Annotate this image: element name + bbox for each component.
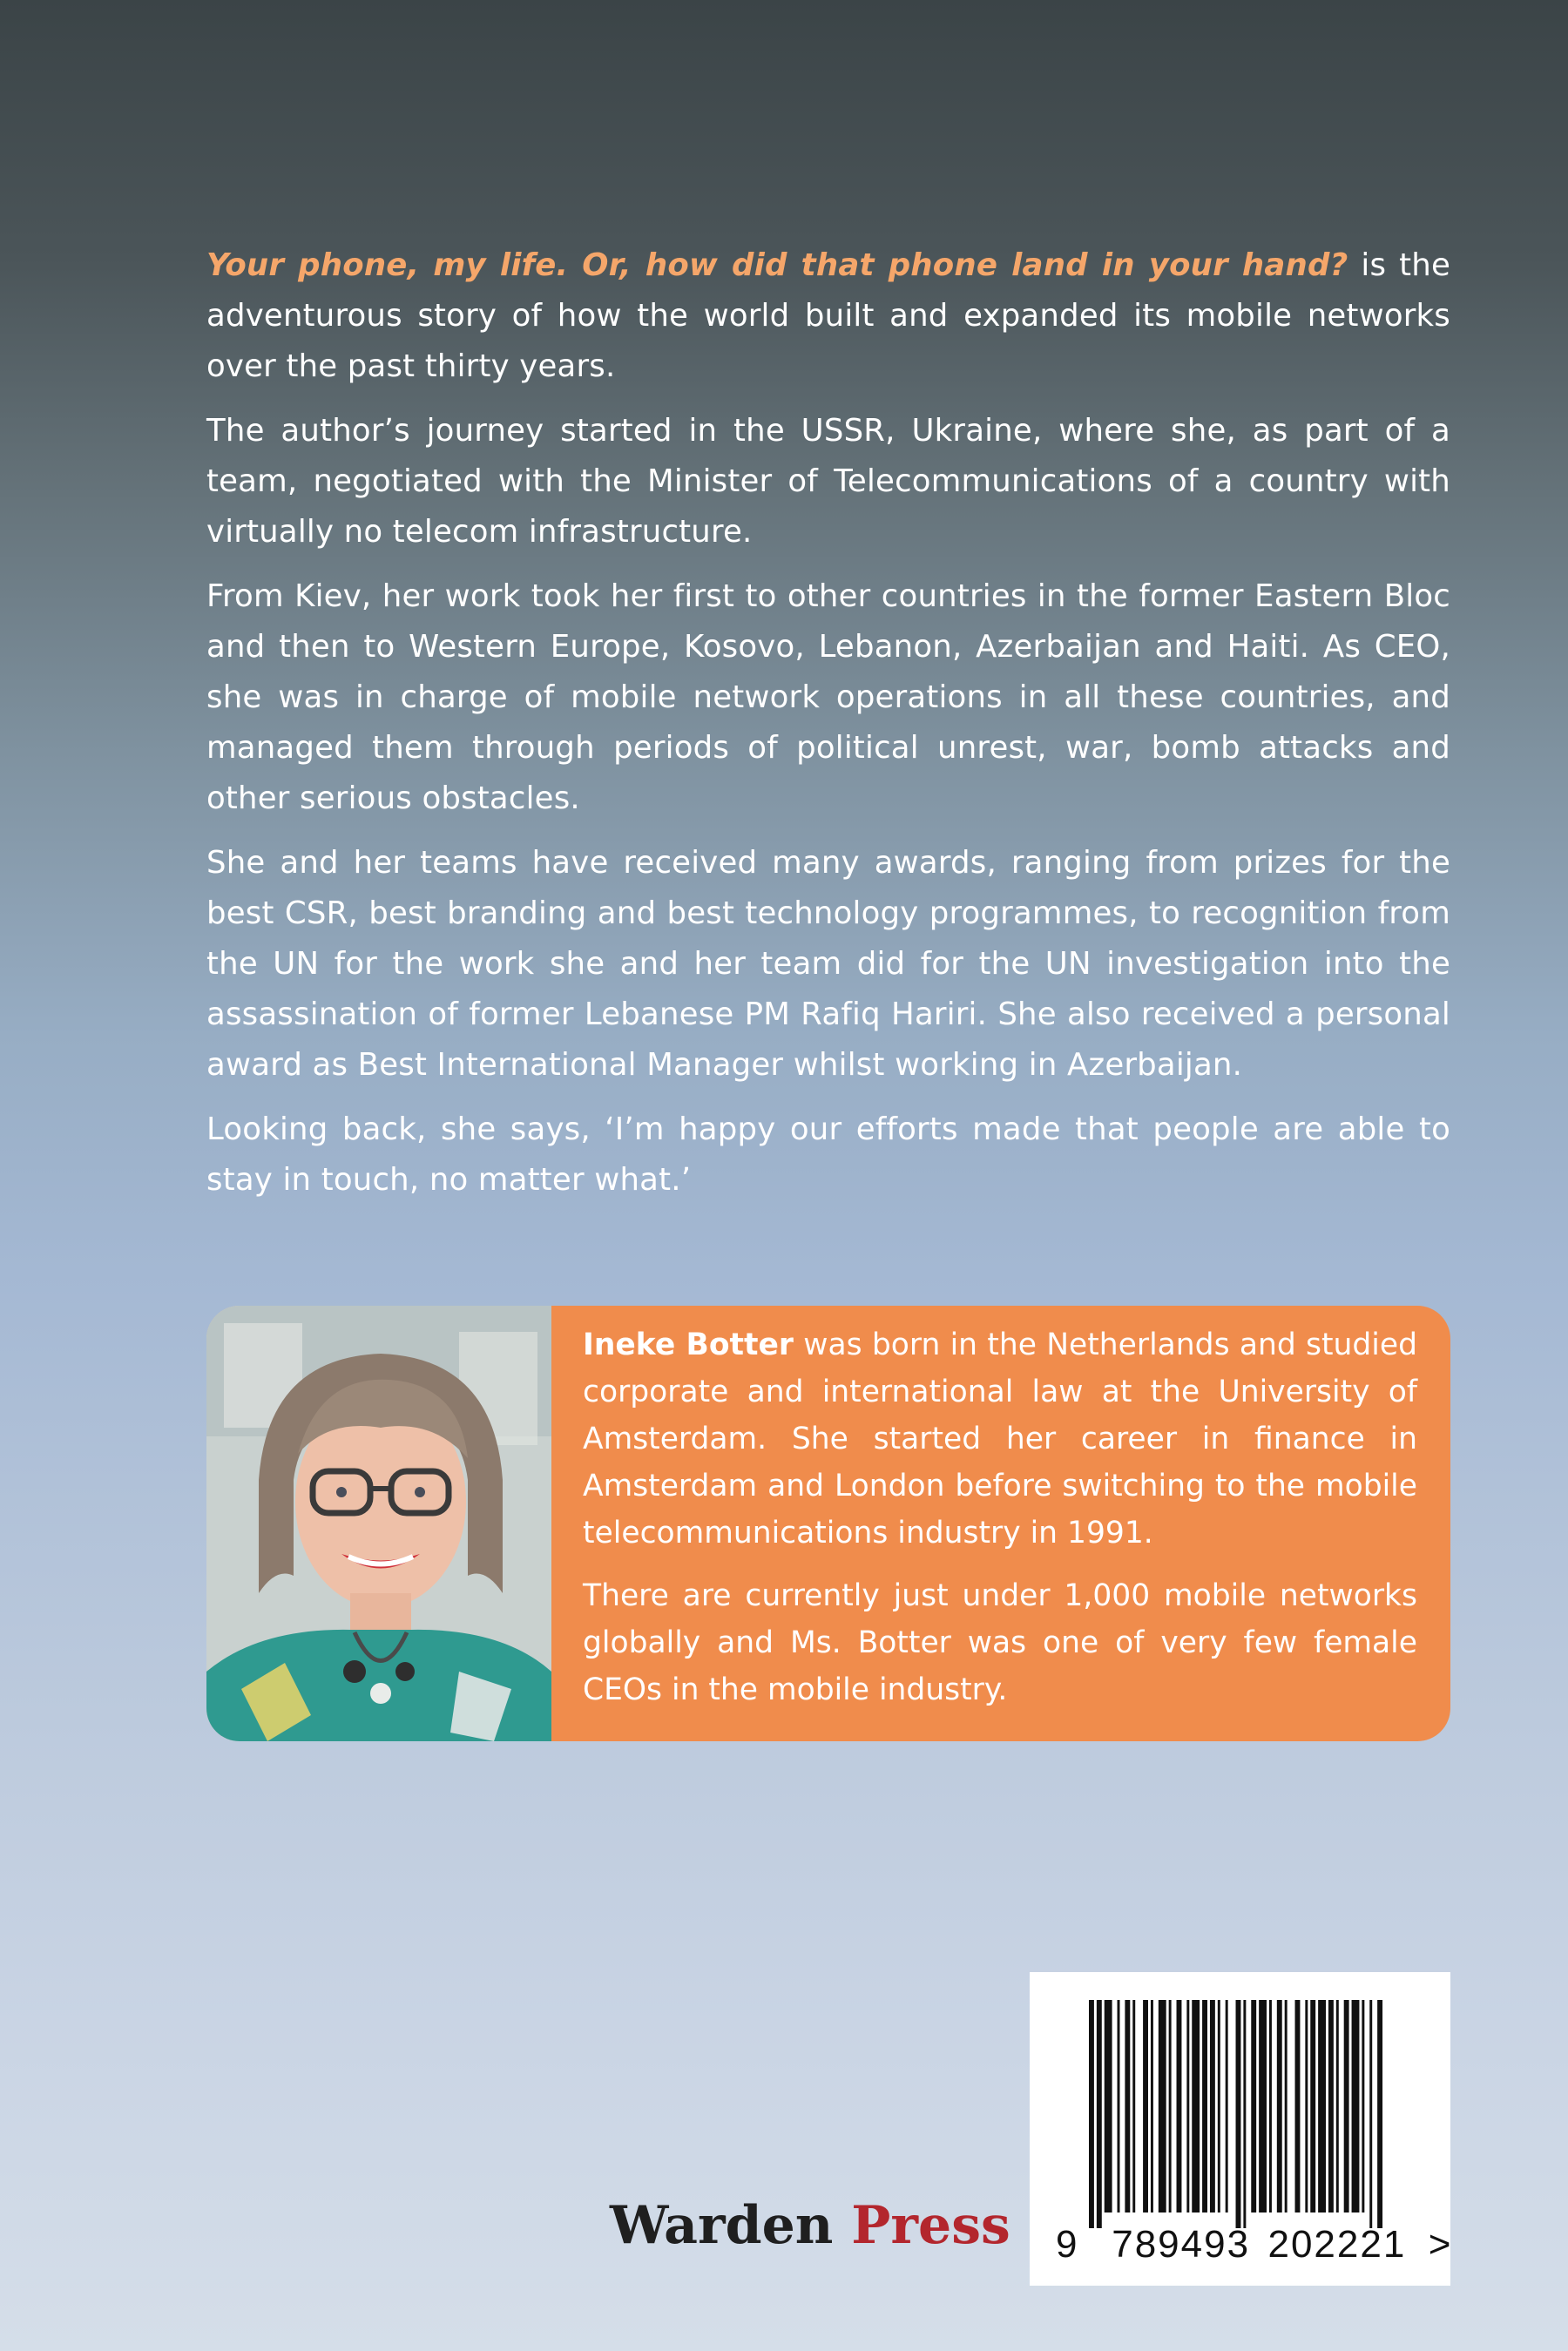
author-bio-box [206, 1306, 1450, 1741]
blurb-paragraph-1-text: is the adventurous story of how the world built and expanded its mobile networks over the past thirty years. [206, 247, 1450, 384]
author-bio-paragraph-1-text: was born in the Netherlands and studied corporate and international law at the University of Amsterdam. She started her career in finance in Amsterdam and London before switching to the mobile telecommunications industry in 1991. [583, 1328, 1417, 1550]
barcode-bar [1305, 2000, 1308, 2213]
back-cover-blurb [206, 240, 1450, 1219]
book-title: Your phone, my life. Or, how did that phone land in your hand? [206, 247, 1348, 283]
publisher-name-part2: Press [851, 2195, 1010, 2256]
barcode-bar [1169, 2000, 1172, 2213]
publisher-name-part1: Warden [610, 2195, 834, 2256]
blurb-paragraph-2: The author’s journey started in the USSR, Ukraine, where she, as part of a team, negotiated with the Minister of Telecommunications of a country with virtually no telecom infrastructure. [206, 413, 1450, 550]
barcode-bar [1159, 2000, 1166, 2213]
barcode-bar [1132, 2000, 1135, 2213]
barcode-bar [1328, 2000, 1334, 2213]
barcode-bar [1125, 2000, 1130, 2213]
barcode-bar [1226, 2000, 1228, 2213]
author-portrait-illustration [206, 1306, 551, 1741]
barcode-bar [1336, 2000, 1339, 2213]
isbn-lead-digit: 9 [1056, 2223, 1079, 2266]
barcode-bar [1251, 2000, 1256, 2213]
barcode-bar [1377, 2000, 1382, 2228]
barcode-bar [1177, 2000, 1182, 2213]
isbn-group-2: 202221 [1267, 2223, 1407, 2266]
barcode-bar [1089, 2000, 1094, 2228]
barcode-bar [1259, 2000, 1267, 2213]
isbn-digits [1056, 2223, 1452, 2267]
blurb-paragraph-5: Looking back, she says, ‘I’m happy our efforts made that people are able to stay in touch, no matter what.’ [206, 1111, 1450, 1198]
author-bio-paragraph-2: There are currently just under 1,000 mobile networks globally and Ms. Botter was one of very few female CEOs in the mobile industry. [583, 1578, 1417, 1707]
publisher-logo [610, 2195, 1010, 2256]
barcode-bar [1186, 2000, 1189, 2213]
author-bio-paragraph-1 [583, 1321, 1417, 1557]
barcode-bar [1236, 2000, 1241, 2228]
barcode-bar [1362, 2000, 1364, 2213]
barcode-bar [1295, 2000, 1301, 2213]
barcode-bar [1218, 2000, 1220, 2213]
barcode-bar [1210, 2000, 1215, 2213]
author-photo [206, 1306, 551, 1741]
barcode-bar [1344, 2000, 1349, 2213]
barcode-bar [1243, 2000, 1246, 2228]
barcode-bar [1318, 2000, 1326, 2213]
barcode-bar [1143, 2000, 1148, 2213]
blurb-paragraph-1 [206, 240, 1450, 392]
barcode-bar [1285, 2000, 1288, 2213]
blurb-paragraph-4: She and her teams have received many awards, ranging from prizes for the best CSR, best branding and best technology programmes, to recognition from the UN for the work she and her team did for the UN investigation into the assassination of former Lebanese PM Rafiq Hariri. She also received a personal award as Best International Manager whilst working in Azerbaijan. [206, 845, 1450, 1083]
barcode-bar [1192, 2000, 1200, 2213]
barcode-bars-graphic [1089, 2000, 1385, 2228]
author-bio-text [583, 1321, 1417, 1729]
barcode-bar [1202, 2000, 1207, 2213]
isbn-end-mark: > [1428, 2223, 1453, 2266]
barcode-bar [1151, 2000, 1153, 2213]
author-name: Ineke Botter [583, 1328, 794, 1362]
isbn-group-1: 789493 [1112, 2223, 1251, 2266]
barcode-bar [1269, 2000, 1272, 2213]
barcode-bar [1097, 2000, 1102, 2228]
blurb-paragraph-3: From Kiev, her work took her first to other countries in the former Eastern Bloc and then to Western Europe, Kosovo, Lebanon, Azerbaijan and Haiti. As CEO, she was in charge of mobile network operations in all these countries, and managed them through periods of political unrest, war, bomb attacks and other serious obstacles. [206, 578, 1450, 816]
barcode-bar [1277, 2000, 1282, 2213]
barcode-bar [1369, 2000, 1372, 2228]
barcode-bar [1310, 2000, 1315, 2213]
barcode-bar [1118, 2000, 1120, 2213]
barcode-bar [1352, 2000, 1360, 2213]
barcode-bar [1105, 2000, 1112, 2213]
isbn-barcode [1030, 1972, 1453, 2286]
